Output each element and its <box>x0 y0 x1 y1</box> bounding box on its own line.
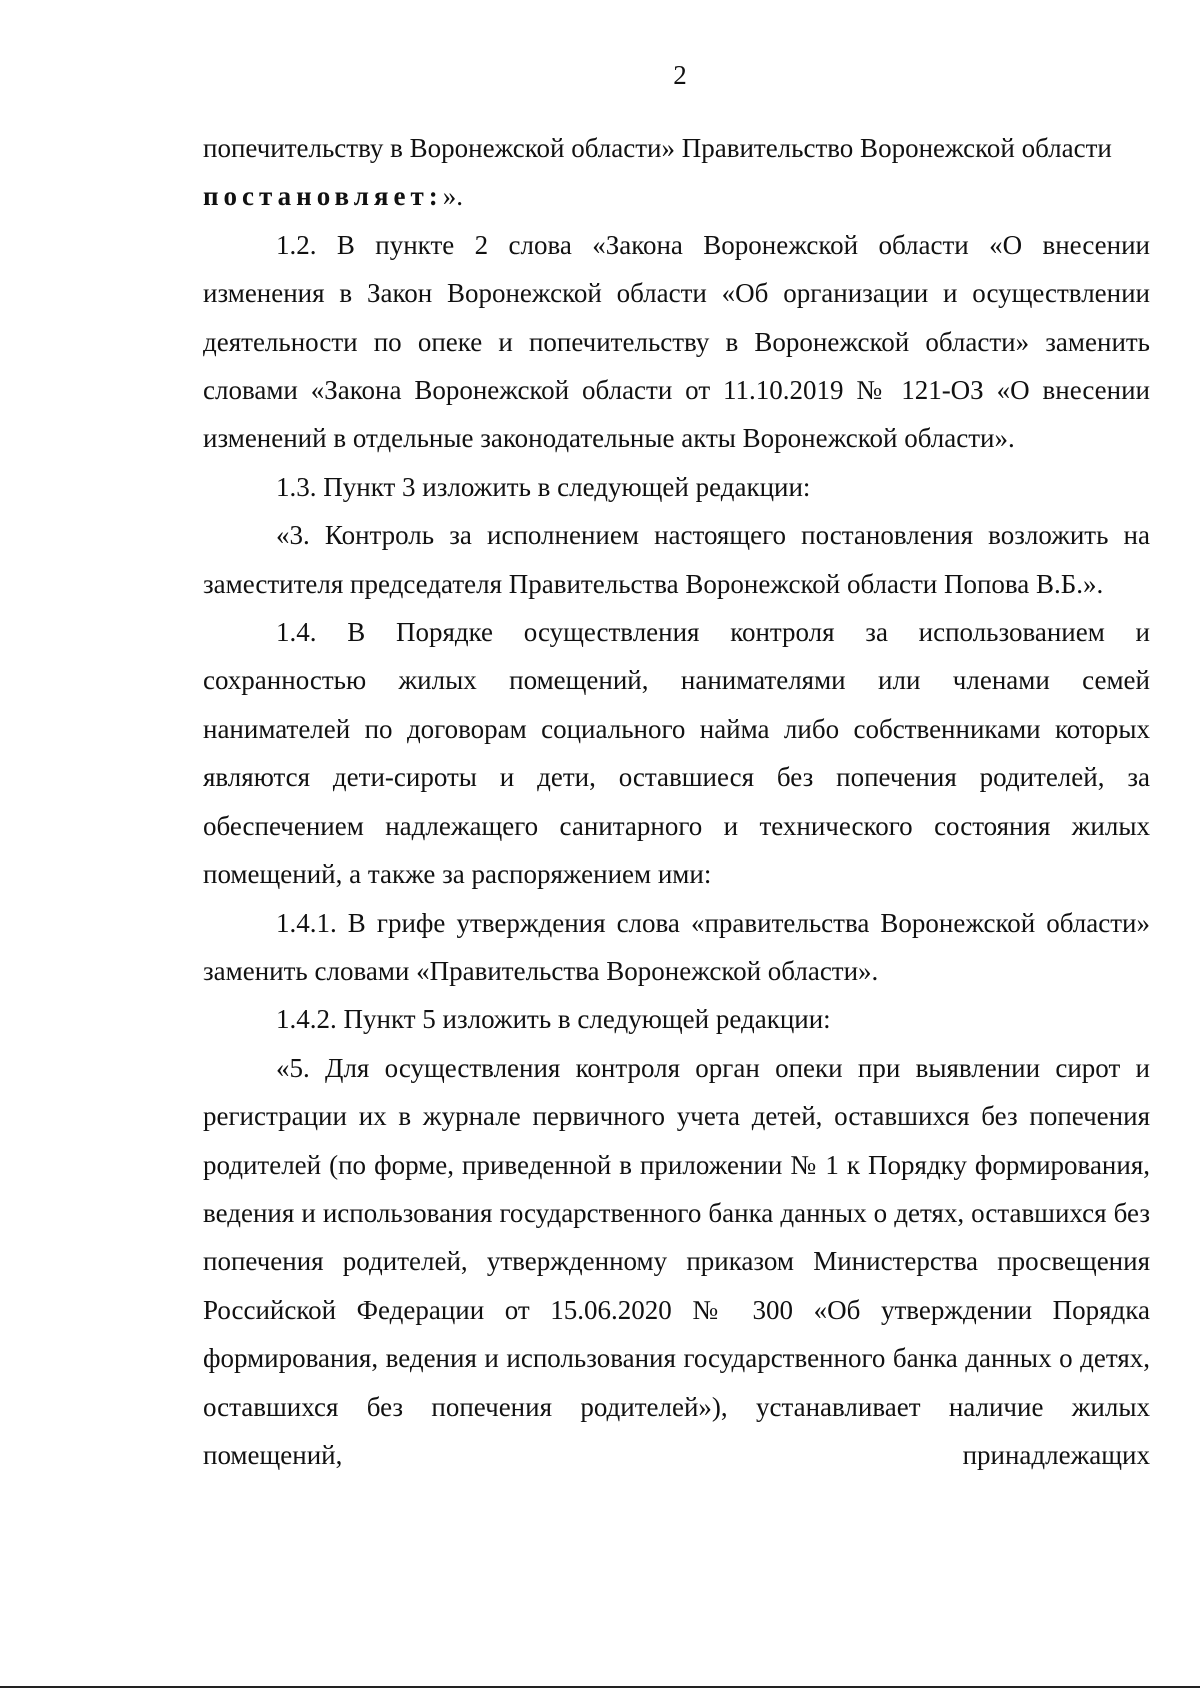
decree-word: постановляет: <box>203 181 443 212</box>
paragraph-control-clause: «3. Контроль за исполнением настоящего постановления возложить на заместителя председателя Правительства Воронежской области Попова В.Б.». <box>203 520 1150 599</box>
page-number: 2 <box>673 60 687 90</box>
paragraph-clause-5: «5. Для осуществления контроля орган опеки при выявлении сирот и регистрации их в журнале первичного учета детей, оставшихся без попечения родителей (по форме, приведенной в приложении № 1 к Порядку формирования, ведения и использования государственного банка данных о детях, оставшихся без попечения родителей, утвержденному приказом Министерства просвещения Российской Федерации от 15.06.2020 № 300 «Об утверждении Порядка формирования, ведения и использования государственного банка данных о детях, оставшихся без попечения родителей»), устанавливает наличие жилых помещений, принадлежащих <box>203 1052 1150 1470</box>
document-body <box>203 124 1150 1479</box>
paragraph-1-4: 1.4. В Порядке осуществления контроля за использованием и сохранностью жилых помещений, нанимателями или членами семей нанимателей по договорам социального найма либо собственниками которых являются дети-сироты и дети, оставшиеся без попечения родителей, за обеспечением надлежащего санитарного и технического состояния жилых помещений, а также за распоряжением ими: <box>203 617 1150 890</box>
page-bottom-rule <box>0 1686 1200 1688</box>
paragraph-1-4-1: 1.4.1. В грифе утверждения слова «правительства Воронежской области» заменить словами «Правительства Воронежской области». <box>203 907 1150 986</box>
paragraph-1-2: 1.2. В пункте 2 слова «Закона Воронежской области «О внесении изменения в Закон Воронежской области «Об организации и осуществлении деятельности по опеке и попечительству в Воронежской области» заменить словами «Закона Воронежской области от 11.10.2019 № 121-ОЗ «О внесении изменений в отдельные законодательные акты Воронежской области». <box>203 229 1150 454</box>
paragraph-1-4-2: 1.4.2. Пункт 5 изложить в следующей редакции: <box>276 1004 831 1035</box>
decree-word-tail: ». <box>442 181 463 212</box>
paragraph-1-3: 1.3. Пункт 3 изложить в следующей редакции: <box>276 471 811 502</box>
paragraph-decree-text: попечительству в Воронежской области» Правительство Воронежской области <box>203 133 1112 163</box>
paragraph-decree <box>203 124 1150 221</box>
